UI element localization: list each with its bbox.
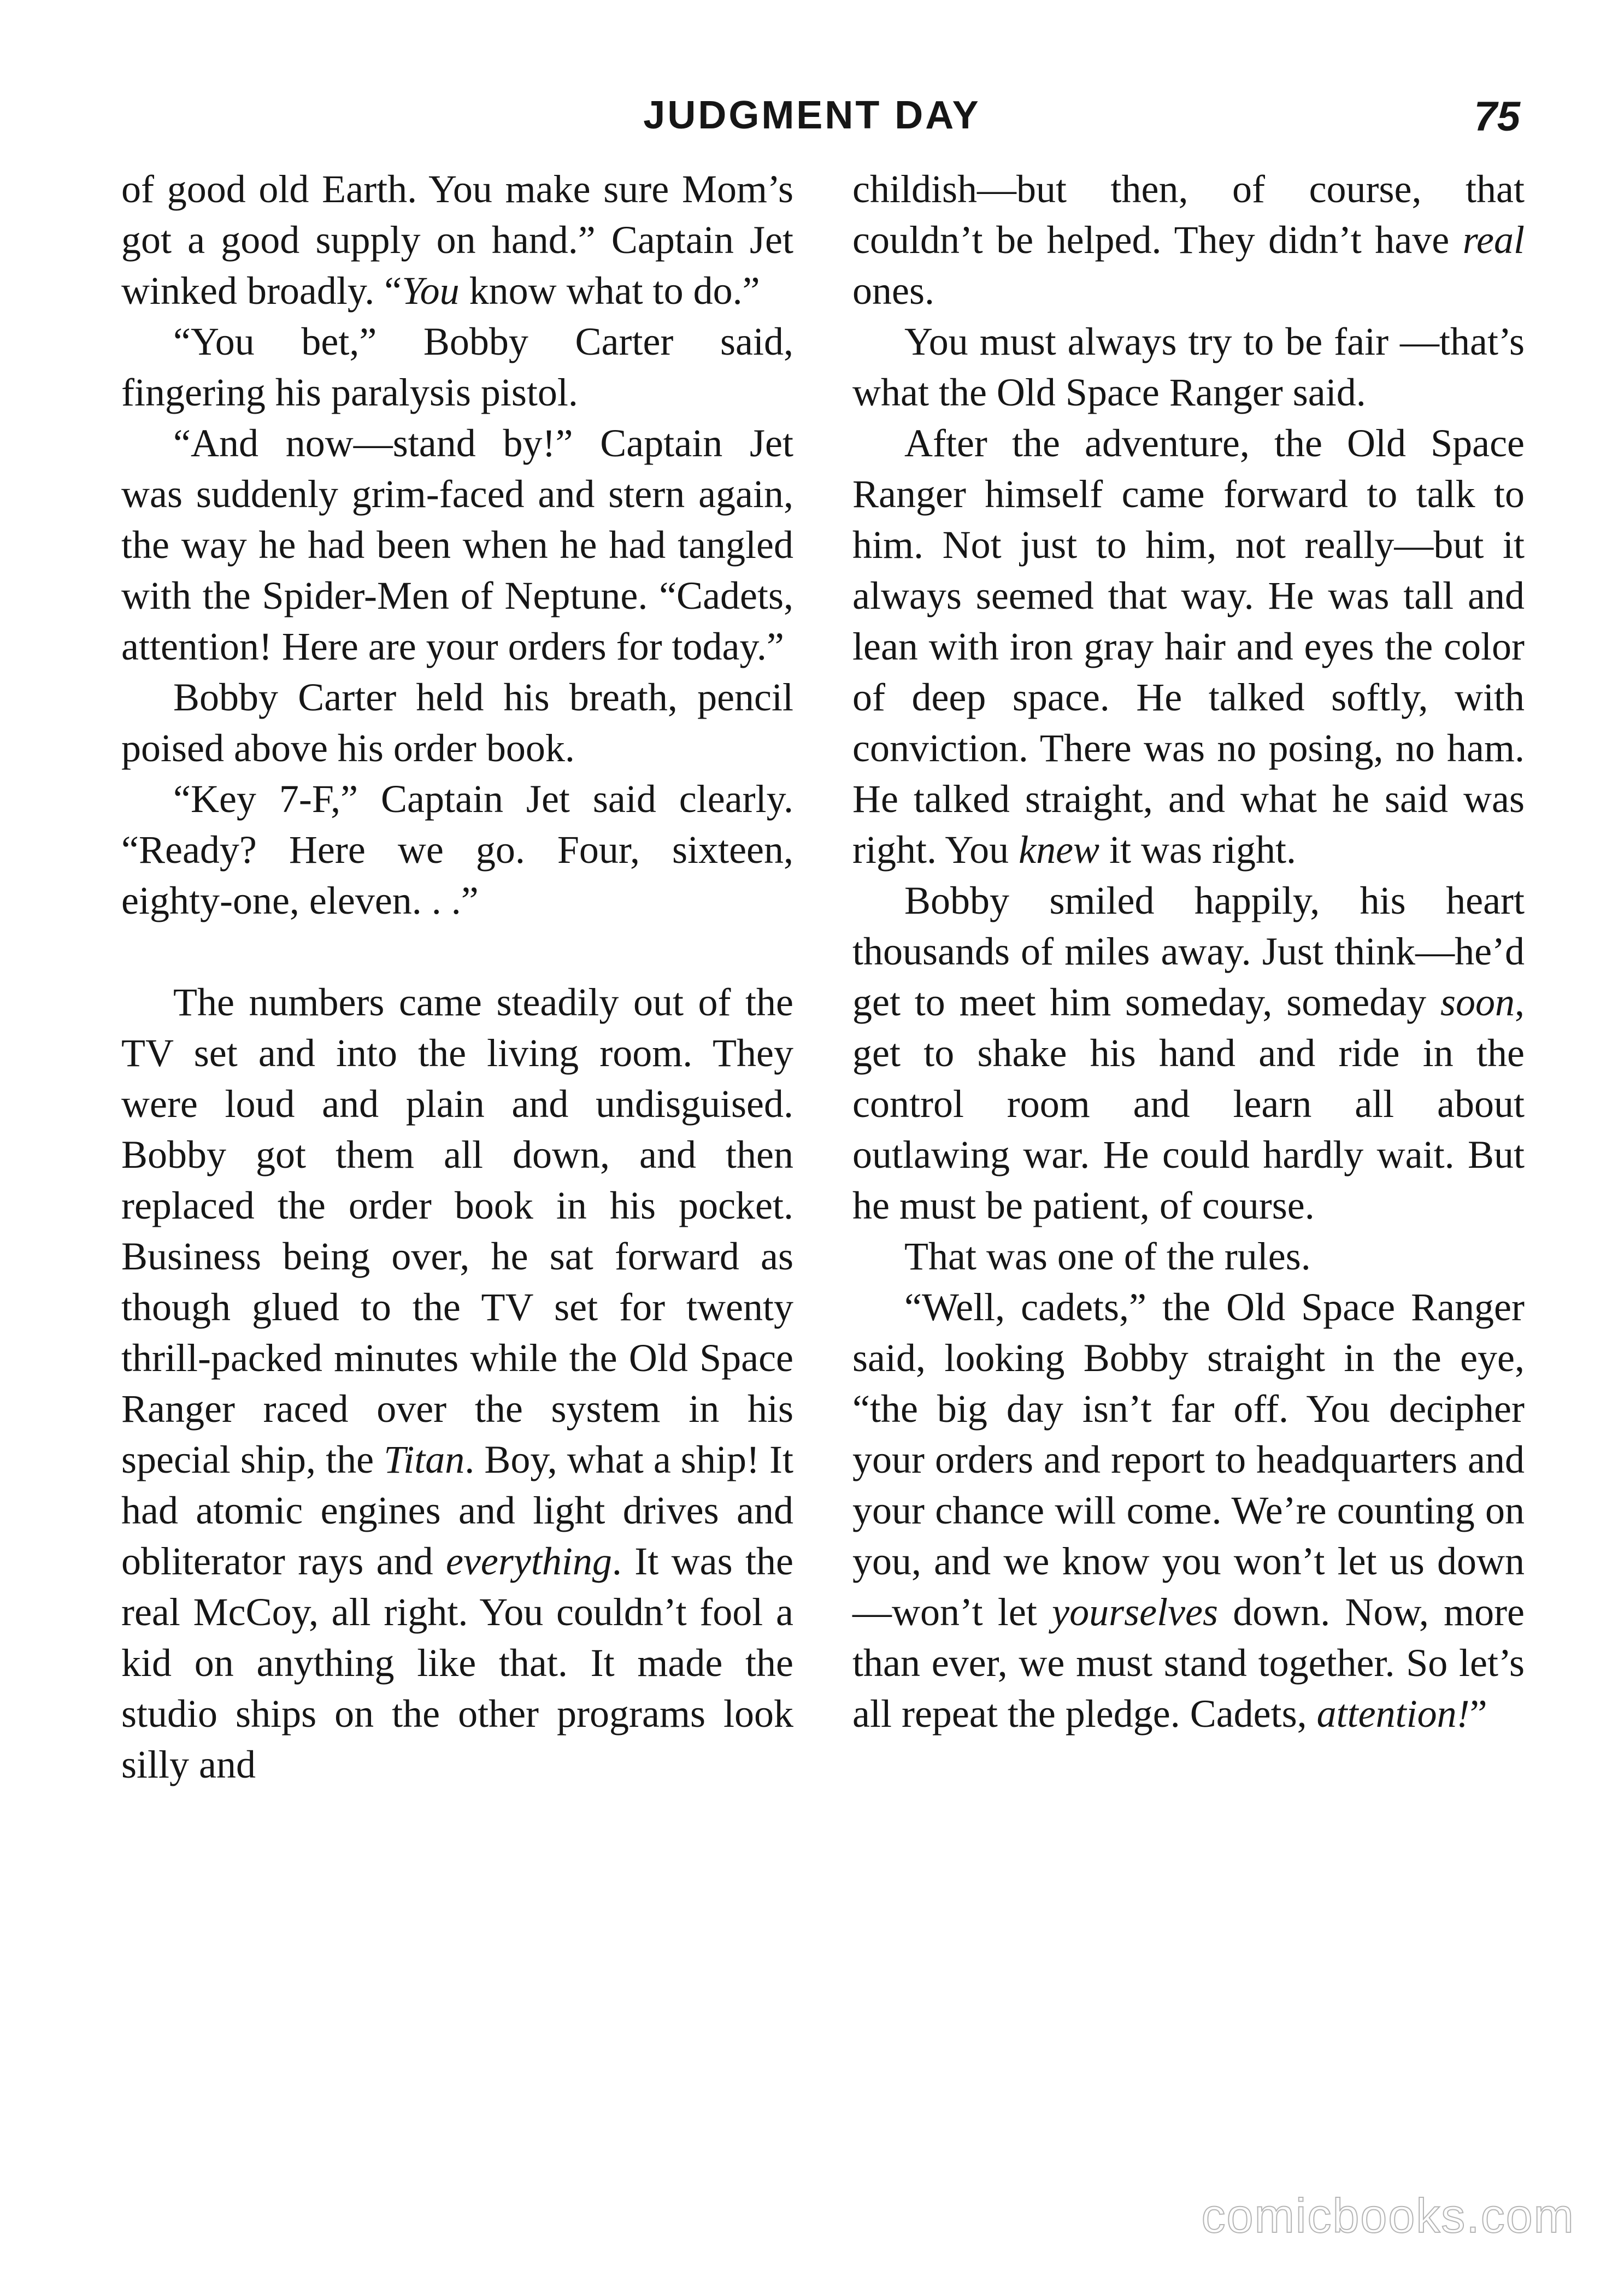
watermark: comicbooks.com <box>1201 2189 1575 2243</box>
paragraph: You must always try to be fair —that’s what the Old Space Ranger said. <box>852 320 1525 414</box>
page-number: 75 <box>1474 93 1520 140</box>
running-head: JUDGMENT DAY <box>643 93 981 137</box>
paragraph: “Key 7-F,” Captain Jet said clearly. “Ready? Here we go. Four, sixteen, eighty-one, eleven. . .” <box>121 777 793 922</box>
paragraph: After the adventure, the Old Space Ranger himself came forward to talk to him. Not just to him, not really—but it always seemed that way. He was tall and lean with iron gray hair and eyes the color of deep space. He talked softly, with conviction. There was no posing, no ham. He talked straight, and what he said was right. You knew it was right. <box>852 421 1525 872</box>
paragraph: “And now—stand by!” Captain Jet was suddenly grim-faced and stern again, the way he had been when he had tangled with the Spider-Men of Neptune. “Cadets, attention! Here are your orders for today.” <box>121 421 793 668</box>
paragraph: childish—but then, of course, that couldn’t be helped. They didn’t have real ones. <box>852 167 1525 313</box>
paragraph: “Well, cadets,” the Old Space Ranger said, looking Bobby straight in the eye, “the big day isn’t far off. You decipher your orders and report to headquarters and your chance will come. We’re counting on you, and we know you won’t let us down —won’t let yourselves down. Now, more than ever, we must stand together. So let’s all repeat the pledge. Cadets, attention!” <box>852 1285 1525 1736</box>
paragraph: “You bet,” Bobby Carter said, fingering his paralysis pistol. <box>121 320 793 414</box>
paragraph: The numbers came steadily out of the TV set and into the living room. They were loud and plain and undisguised. Bobby got them all down, and then replaced the order book in his pocket. Business being over, he sat forward as though glued to the TV set for twenty thrill-packed minutes while the Old Space Ranger raced over the system in his special ship, the Titan. Boy, what a ship! It had atomic engines and light drives and obliterator rays and everything. It was the real McCoy, all right. You couldn’t fool a kid on anything like that. It made the studio ships on the other programs look silly and <box>121 980 793 1786</box>
page-header <box>0 93 1624 158</box>
paragraph: Bobby Carter held his breath, pencil poised above his order book. <box>121 675 793 770</box>
right-column <box>852 164 1525 1739</box>
paragraph: That was one of the rules. <box>904 1234 1311 1278</box>
paragraph: Bobby smiled happily, his heart thousands of miles away. Just think—he’d get to meet him someday, someday soon, get to shake his hand and ride in the control room and learn all about outlawing war. He could hardly wait. But he must be patient, of course. <box>852 879 1525 1227</box>
paragraph: of good old Earth. You make sure Mom’s got a good supply on hand.” Captain Jet winked broadly. “You know what to do.” <box>121 167 793 313</box>
left-column <box>121 164 793 1790</box>
